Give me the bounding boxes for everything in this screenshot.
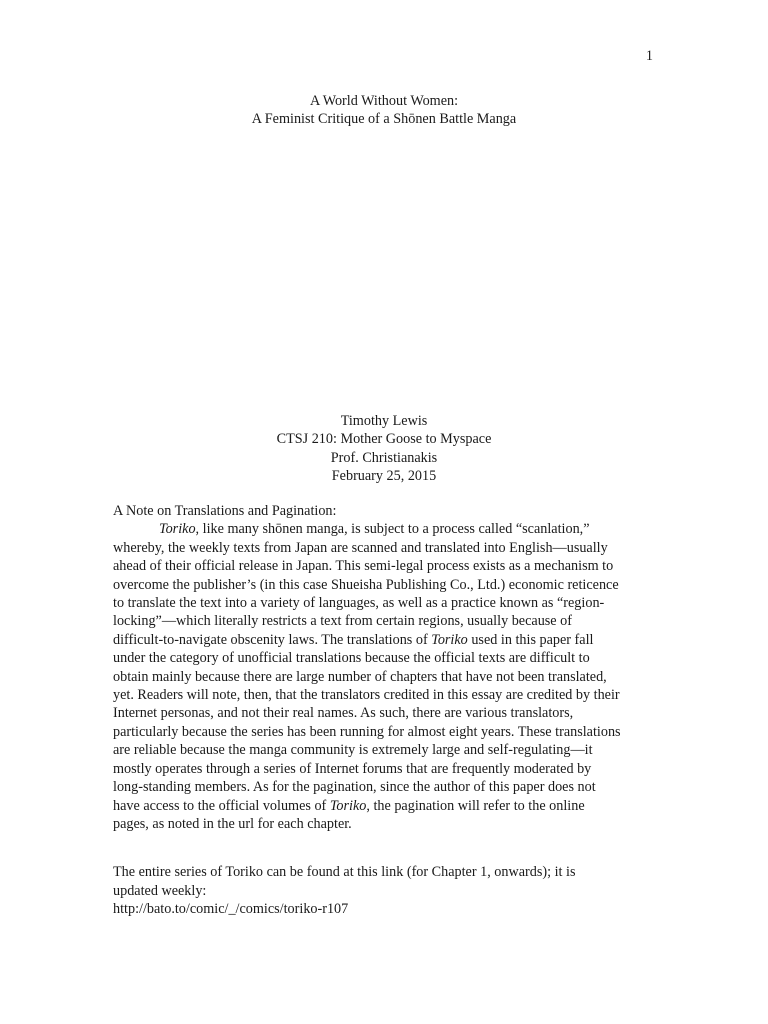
- note-section: [113, 502, 653, 919]
- text-span: , like many shōnen manga, is subject to a process called “scanlation,”: [195, 521, 590, 538]
- paragraph-line: under the category of unofficial translations because the official texts are difficult to: [113, 650, 590, 667]
- page-number: 1: [645, 48, 653, 64]
- title-line-1: A World Without Women:: [309, 93, 459, 109]
- paragraph-line: The entire series of Toriko can be found at this link (for Chapter 1, onwards); it is: [113, 864, 576, 881]
- byline-block: [0, 412, 768, 486]
- professor-name: Prof. Christianakis: [330, 449, 438, 466]
- italic-title: Toriko: [329, 797, 367, 814]
- paragraph-line: locking”—which literally restricts a text from certain regions, usually because of: [113, 613, 572, 630]
- text-span: used in this paper fall: [467, 631, 594, 648]
- paragraph-line: mostly operates through a series of Internet forums that are frequently moderated by: [113, 760, 592, 777]
- title-block: [0, 92, 768, 129]
- series-link: http://bato.to/comic/_/comics/toriko-r107: [113, 901, 349, 918]
- author-name: Timothy Lewis: [340, 413, 428, 429]
- paragraph-line: yet. Readers will note, then, that the translators credited in this essay are credited by their: [113, 687, 620, 704]
- paragraph-line: to translate the text into a variety of languages, as well as a practice known as “region-: [113, 595, 605, 612]
- text-span: , the pagination will refer to the online: [366, 797, 585, 814]
- date: February 25, 2015: [331, 468, 437, 485]
- paragraph-line: Internet personas, and not their real names. As such, there are various translators,: [113, 705, 574, 722]
- paragraph-line: are reliable because the manga community is extremely large and self-regulating—it: [113, 742, 593, 759]
- italic-title: Toriko: [431, 631, 468, 648]
- italic-title: Toriko: [159, 521, 196, 538]
- note-heading: A Note on Translations and Pagination:: [113, 503, 337, 519]
- text-span: have access to the official volumes of: [113, 797, 330, 814]
- course-name: CTSJ 210: Mother Goose to Myspace: [276, 431, 492, 448]
- paragraph-line: particularly because the series has been running for almost eight years. These translations: [113, 723, 621, 740]
- title-line-2: A Feminist Critique of a Shōnen Battle Manga: [251, 111, 517, 128]
- paragraph-line: ahead of their official release in Japan. This semi-legal process exists as a mechanism to: [113, 558, 614, 575]
- paragraph-gap: [113, 833, 653, 863]
- paragraph-line: long-standing members. As for the pagination, since the author of this paper does not: [113, 779, 596, 796]
- paragraph-line: whereby, the weekly texts from Japan are scanned and translated into English—usually: [113, 539, 608, 556]
- paragraph-line: [113, 631, 653, 649]
- paragraph-line: updated weekly:: [113, 882, 207, 899]
- text-span: difficult-to-navigate obscenity laws. The translations of: [113, 631, 432, 648]
- paragraph-line: pages, as noted in the url for each chapter.: [113, 815, 352, 832]
- paragraph-line: [113, 797, 653, 815]
- paragraph-line: obtain mainly because there are large number of chapters that have not been translated,: [113, 668, 607, 685]
- paragraph-line: [113, 520, 653, 538]
- paragraph-line: overcome the publisher’s (in this case Shueisha Publishing Co., Ltd.) economic reticence: [113, 576, 619, 593]
